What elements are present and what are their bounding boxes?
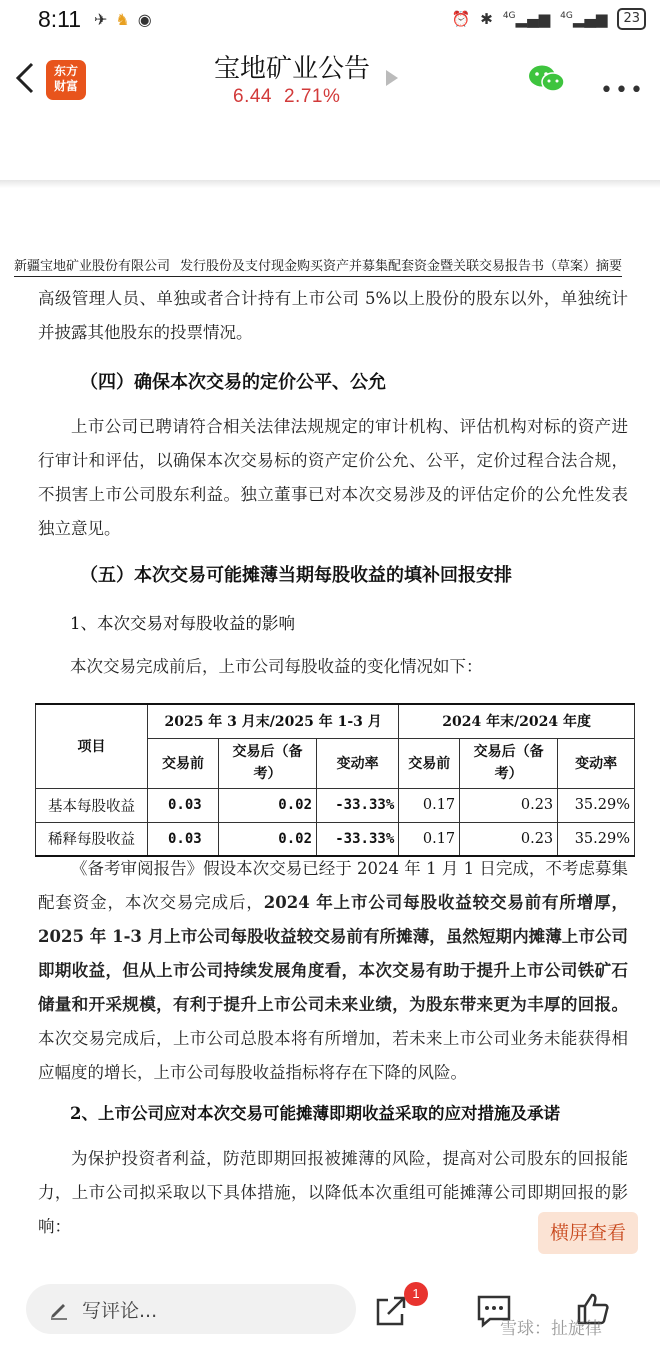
app-header [0,42,660,116]
p2-rate-header: 变动率 [558,738,635,788]
play-icon[interactable] [386,70,398,86]
p1-before-header: 交易前 [148,738,219,788]
paragraph-5: 为保护投资者利益，防范即期回报被摊薄的风险，提高对公司股东的回报能力，上市公司拟采取以下具体措施，以降低本次重组可能摊薄公司即期回报的影响： [38,1149,628,1236]
p1-rate-header: 变动率 [317,738,399,788]
comment-placeholder: 写评论... [82,1300,158,1322]
section-heading-5: （五）本次交易可能摊薄当期每股收益的填补回报安排 [80,565,512,586]
period2-header: 2024 年末/2024 年度 [399,704,635,738]
paragraph-3: 本次交易完成前后，上市公司每股收益的变化情况如下： [70,657,483,676]
send-icon: ✈ [94,10,108,29]
paragraph-1: 高级管理人员、单独或者合计持有上市公司 5%以上股份的股东以外，单独统计并披露其他股东的投票情况。 [38,289,628,342]
app-notify-icon: ♞ [115,10,130,29]
col-item-header: 项目 [36,704,148,788]
company-name: 新疆宝地矿业股份有限公司 [14,259,171,274]
comment-input[interactable] [26,1284,356,1334]
cell: 35.29% [558,822,635,856]
document-title: 发行股份及支付现金购买资产并募集配套资金暨关联交易报告书（草案）摘要 [179,259,622,274]
eastmoney-logo[interactable]: 东方 财富 [46,60,86,100]
cell: 0.17 [399,822,460,856]
cell: 0.23 [460,822,558,856]
stock-quote [233,86,352,108]
eps-table [35,703,635,857]
cell: 0.17 [399,788,460,822]
subheading-1: 1、本次交易对每股收益的影响 [70,614,295,633]
bluetooth-icon: ✱ [480,10,493,28]
cell: -33.33% [317,822,399,856]
document-running-header [14,255,622,277]
status-bar [0,0,660,42]
share-count-badge: 1 [404,1282,428,1306]
header-divider [0,180,660,188]
bottom-bar [0,1268,660,1347]
system-icons [452,8,646,30]
p2-before-header: 交易前 [399,738,460,788]
eye-icon: ◉ [137,10,152,29]
table-row [36,822,635,856]
cell: 0.03 [148,788,219,822]
stock-change: 2.71% [283,86,341,107]
paragraph-4: 《备考审阅报告》假设本次交易已经于 2024 年 1 月 1 日完成，不考虑募集配套资金，本次交易完成后，2024 年上市公司每股收益较交易前有所增厚，2025 年 1-3 月上市公司每股收益较交易前有所摊薄，虽然短期内摊薄上市公司即期收益，但从上市公司持续发展角度看，本次交易有助于提升上市公司铁矿石储量和开采规模，有利于提升上市公司未来业绩，为股东带来更为丰厚的回报。本次交易完成后，上市公司总股本将有所增加，若未来上市公司业务未能获得相应幅度的增长，上市公司每股收益指标将存在下降的风险。 [38,859,629,1082]
cell: 0.02 [219,788,317,822]
cell: 0.23 [460,788,558,822]
cell: 35.29% [558,788,635,822]
signal-icon-2: $^{4G}$▂▄▆ [560,10,608,28]
cell: 0.02 [219,822,317,856]
section-heading-4: （四）确保本次交易的定价公平、公允 [80,372,386,393]
clock: 8:11 [38,6,82,32]
p2-after-header: 交易后（备考） [460,738,558,788]
xueqiu-watermark: 雪球：扯旋律 [500,1319,602,1339]
row-label: 基本每股收益 [36,788,148,822]
notification-icons [94,10,152,29]
wechat-share-icon[interactable] [528,64,566,94]
signal-icon-1: $^{4G}$▂▄▆ [502,10,551,28]
more-options-icon[interactable]: ••• [600,78,645,103]
subheading-2: 2、上市公司应对本次交易可能摊薄即期收益采取的应对措施及承诺 [70,1104,560,1123]
cell: 0.03 [148,822,219,856]
stock-price: 6.44 [233,86,272,107]
p1-after-header: 交易后（备考） [219,738,317,788]
period1-header: 2025 年 3 月末/2025 年 1-3 月 [148,704,399,738]
alarm-icon: ⏰ [451,10,471,28]
share-icon[interactable] [374,1294,408,1328]
row-label: 稀释每股收益 [36,822,148,856]
pencil-icon [48,1298,70,1320]
paragraph-2: 上市公司已聘请符合相关法律法规规定的审计机构、评估机构对标的资产进行审计和评估，以确保本次交易标的资产定价公允、公平，定价过程合法合规，不损害上市公司股东利益。独立董事已对本次交易涉及的评估定价的公允性发表独立意见。 [38,417,628,538]
page-title: 宝地矿业公告 [213,54,370,84]
bold-statement: 2024 年上市公司每股收益较交易前有所增厚，2025 年 1-3 月上市公司每股收益较交易前有所摊薄，虽然短期内摊薄上市公司即期收益，但从上市公司持续发展角度看，本次交易有助于提升上市公司铁矿石储量和开采规模，有利于提升上市公司未来业绩，为股东带来更为丰厚的回报。 [38,893,629,1014]
table-row [36,788,635,822]
cell: -33.33% [317,788,399,822]
landscape-view-button[interactable]: 横屏查看 [538,1212,638,1254]
battery-icon: 23 [617,8,646,30]
